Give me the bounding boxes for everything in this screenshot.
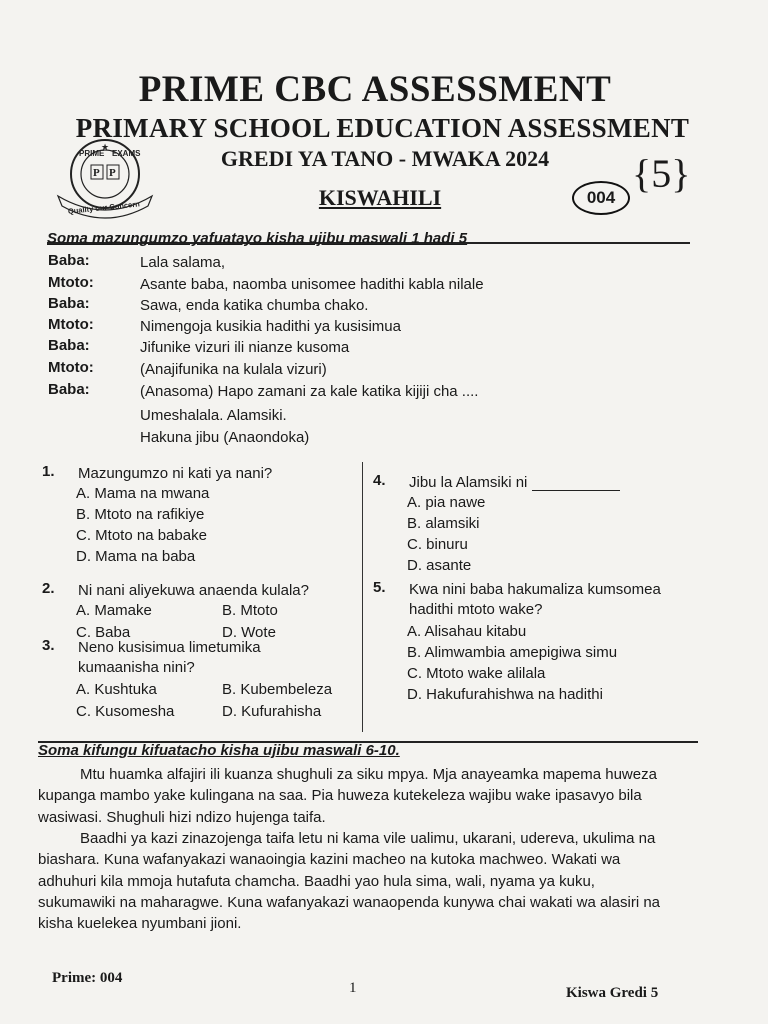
dialogue-line: Lala salama, — [140, 254, 226, 271]
dialogue-speaker: Mtoto: — [48, 359, 94, 376]
dialogue-speaker: Baba: — [48, 252, 90, 269]
answer-option: D. Kufurahisha — [222, 703, 322, 720]
prime-exams-logo — [50, 136, 160, 220]
passage-line: adhuhuri kila mmoja hutafuta chamcha. Baadhi yao hula sima, wali, nyama ya kuku, — [38, 872, 595, 890]
question-text: kumaanisha nini? — [78, 659, 195, 676]
svg-text:P: P — [93, 167, 100, 179]
question-text: Jibu la Alamsiki ni — [409, 474, 528, 491]
footer-right: Kiswa Gredi 5 — [566, 985, 659, 1001]
answer-option: A. Alisahau kitabu — [407, 623, 527, 640]
passage-line: kupanga mambo yake kulingana na saa. Pia huweza kutekeleza wajibu wake ipasavyo bila — [38, 787, 642, 805]
answer-option: C. Mtoto wake alilala — [407, 665, 546, 682]
column-divider — [362, 462, 363, 732]
passage-line: kisha kuelekea nyumbani jioni. — [38, 915, 242, 933]
exam-title: PRIME CBC ASSESSMENT — [138, 69, 612, 110]
section1-heading: Soma mazungumzo yafuatayo kisha ujibu maswali 1 hadi 5 — [47, 230, 468, 247]
answer-option: D. asante — [407, 557, 472, 574]
section2-heading: Soma kifungu kifuatacho kisha ujibu maswali 6-10. — [38, 742, 400, 759]
answer-option: C. Kusomesha — [76, 703, 175, 720]
question-number: 5. — [373, 579, 386, 596]
dialogue-speaker: Baba: — [48, 337, 90, 354]
question-text: Kwa nini baba hakumaliza kumsomea — [409, 581, 661, 598]
dialogue-line: Sawa, enda katika chumba chako. — [140, 297, 369, 314]
answer-blank — [532, 490, 620, 491]
passage-line: Baadhi ya kazi zinazojenga taifa letu ni kama vile ualimu, ukarani, udereva, ukulima na — [80, 829, 656, 847]
page-number: 1 — [349, 980, 357, 996]
answer-option: A. Mama na mwana — [76, 485, 210, 502]
svg-text:★: ★ — [101, 142, 110, 152]
svg-text:EXAMS: EXAMS — [112, 149, 141, 158]
answer-option: B. Kubembeleza — [222, 681, 333, 698]
exam-subtitle: PRIMARY SCHOOL EDUCATION ASSESSMENT — [75, 113, 690, 143]
answer-option: D. Mama na baba — [76, 548, 196, 565]
dialogue-speaker: Mtoto: — [48, 316, 94, 333]
question-number: 1. — [42, 463, 55, 480]
question-number: 2. — [42, 580, 55, 597]
grade-year: GREDI YA TANO - MWAKA 2024 — [220, 146, 550, 171]
question-text: hadithi mtoto wake? — [409, 601, 543, 618]
passage-line: wasiwasi. Shughuli hizi ndizo hujenga taifa. — [38, 808, 326, 826]
passage-line: Mtu huamka alfajiri ili kuanza shughuli za siku mpya. Mja anayeamka mapema huweza — [80, 766, 657, 783]
answer-option: B. alamsiki — [407, 515, 480, 532]
dialogue-line: Nimengoja kusikia hadithi ya kusisimua — [140, 318, 401, 335]
answer-option: D. Hakufurahishwa na hadithi — [407, 686, 603, 703]
grade-badge: {5} — [632, 151, 691, 196]
dialogue-line: (Anajifunika na kulala vizuri) — [140, 361, 327, 378]
answer-option: B. Alimwambia amepigiwa simu — [407, 644, 618, 661]
svg-text:PRIME: PRIME — [79, 149, 105, 158]
dialogue-speaker: Baba: — [48, 381, 90, 398]
dialogue-speaker: Baba: — [48, 295, 90, 312]
answer-option: A. pia nawe — [407, 494, 486, 511]
answer-option: A. Kushtuka — [76, 681, 157, 698]
question-number: 3. — [42, 637, 55, 654]
answer-option: A. Mamake — [76, 602, 152, 619]
dialogue-line: Jifunike vizuri ili nianze kusoma — [140, 339, 350, 356]
dialogue-line: Hakuna jibu (Anaondoka) — [140, 429, 310, 446]
question-text: Ni nani aliyekuwa anaenda kulala? — [78, 582, 309, 599]
question-number: 4. — [373, 472, 386, 489]
paper-code-badge: 004 — [572, 181, 630, 215]
answer-option: B. Mtoto na rafikiye — [76, 506, 205, 523]
footer-left: Prime: 004 — [52, 970, 123, 986]
svg-text:Quality our Concern: Quality our Concern — [67, 199, 141, 216]
passage-line: sukumawiki na maharagwe. Kuna wafanyakazi wanaopenda kunywa chai wakati wa alasiri na — [38, 893, 661, 911]
dialogue-speaker: Mtoto: — [48, 274, 94, 291]
question-text: Neno kusisimua limetumika — [78, 639, 261, 656]
dialogue-line: Umeshalala. Alamsiki. — [140, 407, 287, 424]
dialogue-line: Asante baba, naomba unisomee hadithi kabla nilale — [140, 276, 484, 293]
dialogue-line: (Anasoma) Hapo zamani za kale katika kijiji cha .... — [140, 383, 479, 400]
svg-text:P: P — [109, 167, 116, 179]
answer-option: D. Wote — [222, 624, 276, 641]
answer-option: C. binuru — [407, 536, 468, 553]
subject-title: KISWAHILI — [318, 185, 442, 210]
passage-line: biashara. Kuna wafanyakazi wanaoingia kazini macheo na kutoka machweo. Wakati wa — [38, 851, 621, 869]
question-text: Mazungumzo ni kati ya nani? — [78, 465, 273, 482]
answer-option: C. Mtoto na babake — [76, 527, 207, 544]
answer-option: C. Baba — [76, 624, 131, 641]
answer-option: B. Mtoto — [222, 602, 278, 619]
